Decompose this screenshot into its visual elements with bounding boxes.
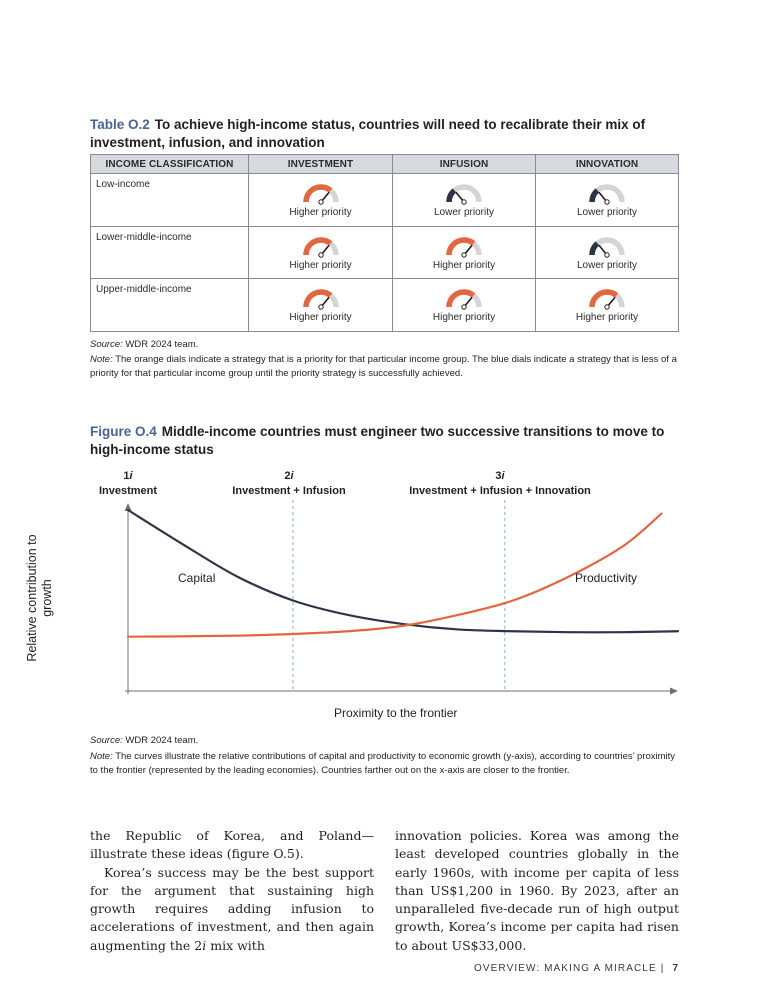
- priority-label: Higher priority: [432, 312, 496, 323]
- priority-label: Higher priority: [289, 259, 352, 271]
- priority-label: Higher priority: [289, 312, 352, 323]
- source-text: WDR 2024 team.: [125, 735, 199, 746]
- priority-label: Lower priority: [576, 207, 638, 218]
- page-footer: [474, 963, 678, 974]
- row-label: Lower-middle-income: [91, 226, 249, 279]
- body-paragraph: Korea’s success may be the best support for the argument that sustaining high growth requires adding infusion to accelerations of investment, and then again augmenting the 2i mix with: [90, 864, 374, 953]
- note-label: Note:: [90, 354, 113, 365]
- note-text: The orange dials indicate a strategy that is a priority for that particular income group. The blue dials indicate a strategy that is less of a priority for that particular income group until the priority strategy is successfully achieved.: [90, 354, 677, 379]
- stage-number: 1: [123, 470, 130, 482]
- body-paragraph: innovation policies. Korea was among the least developed countries globally in the early 1960s, with income per capita of less than US$1,200 in 1960. By 2023, after an unparalleled five-decade run of high output growth, Korea’s income per capita had risen to about US$33,000.: [395, 828, 679, 953]
- note-label: Note:: [90, 751, 113, 762]
- row-label: Low-income: [91, 174, 249, 227]
- footer-separator: |: [660, 963, 665, 974]
- figure-source: [90, 734, 680, 748]
- body-column-right: [395, 827, 679, 955]
- header-infusion: INFUSION: [393, 155, 536, 174]
- figure-label: Figure O.4: [90, 424, 157, 439]
- source-text: WDR 2024 team.: [125, 339, 199, 350]
- capital-label: Capital: [178, 571, 216, 585]
- stage-label: Investment + Infusion + Innovation: [409, 485, 591, 497]
- priority-label: Lower priority: [576, 259, 638, 271]
- priority-label: Lower priority: [433, 207, 495, 218]
- stage-number: 3: [495, 470, 502, 482]
- table-label: Table O.2: [90, 117, 150, 132]
- row-label: Upper-middle-income: [91, 279, 249, 332]
- body-paragraph: the Republic of Korea, and Poland—illustrate these ideas (figure O.5).: [90, 828, 374, 862]
- figure-title: Middle-income countries must engineer two successive transitions to move to high-income status: [90, 424, 665, 457]
- page-number: 7: [672, 963, 678, 974]
- stage-label: Investment + Infusion: [232, 485, 346, 497]
- stage-number: 2: [284, 470, 291, 482]
- header-innovation: INNOVATION: [536, 155, 679, 174]
- priority-label: Higher priority: [575, 312, 639, 323]
- stage-label: Investment: [98, 485, 158, 497]
- header-investment: INVESTMENT: [249, 155, 393, 174]
- stage-suffix: i: [501, 470, 505, 482]
- header-income-classification: INCOME CLASSIFICATION: [91, 155, 249, 174]
- productivity-label: Productivity: [575, 571, 638, 585]
- figure-note: [90, 750, 680, 777]
- source-label: Source:: [90, 735, 123, 746]
- section-title: OVERVIEW: MAKING A MIRACLE: [474, 963, 657, 974]
- priority-label: Higher priority: [432, 259, 496, 271]
- stage-suffix: i: [290, 470, 294, 482]
- stage-suffix: i: [129, 470, 133, 482]
- body-column-left: [90, 827, 374, 955]
- x-axis-arrow: [670, 688, 678, 695]
- note-text: The curves illustrate the relative contributions of capital and productivity to economic growth (y-axis), according to countries’ proximity to the frontier (represented by the leading economies). Countries farther out on the x-axis are closer to the frontier.: [90, 751, 676, 776]
- x-axis-title: Proximity to the frontier: [334, 706, 458, 720]
- priority-label: Higher priority: [289, 207, 352, 218]
- table-title: To achieve high-income status, countries will need to recalibrate their mix of investment, infusion, and innovation: [90, 117, 646, 150]
- y-axis-title: Relative contribution to growth: [25, 534, 54, 662]
- source-label: Source:: [90, 339, 123, 350]
